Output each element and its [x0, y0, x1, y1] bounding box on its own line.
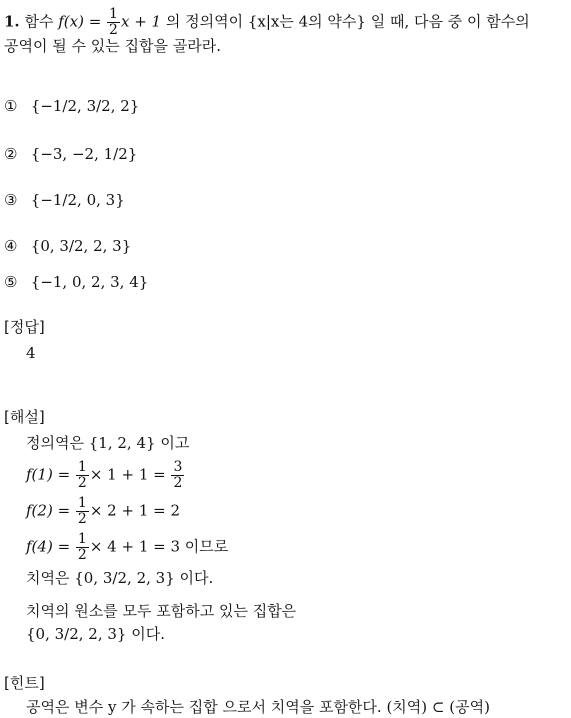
half-numerator: 1 — [77, 531, 87, 547]
coef-numerator: 1 — [109, 6, 118, 22]
f1-result — [171, 460, 184, 491]
f4-mid: × 4 + 1 = 3 — [89, 537, 181, 556]
f1-lhs: f(1) = — [26, 465, 75, 484]
choice-2[interactable] — [4, 144, 137, 164]
question-number: 1. — [4, 12, 20, 31]
answer-value: 4 — [26, 344, 36, 362]
f1-result-denominator: 2 — [173, 475, 183, 491]
f1-result-numerator: 3 — [173, 459, 183, 475]
question-text-c: 일 때, 다음 중 이 함수의 — [370, 12, 530, 31]
f4-lhs: f(4) = — [26, 537, 75, 556]
choice-4-set: {0, 3/2, 2, 3} — [30, 237, 132, 255]
choice-4-mark: ④ — [4, 237, 18, 255]
final-set: {0, 3/2, 2, 3} — [26, 625, 127, 643]
function-rest: x + 1 — [120, 12, 162, 31]
function-coefficient — [107, 7, 120, 38]
f2-lhs: f(2) = — [26, 501, 75, 520]
final-tail: 이다. — [131, 625, 165, 643]
explanation-line-1 — [26, 433, 189, 453]
f1-line — [26, 460, 185, 491]
question-line-2: 공역이 될 수 있는 집합을 골라라. — [4, 37, 221, 55]
range-line — [26, 568, 213, 588]
half-denominator: 2 — [77, 475, 87, 491]
choice-1-set: {−1/2, 3/2, 2} — [30, 97, 140, 115]
range-label: 치역은 — [26, 569, 70, 587]
half-numerator: 1 — [77, 459, 87, 475]
f1-half — [76, 460, 89, 491]
choice-3-set: {−1/2, 0, 3} — [30, 191, 125, 209]
question-line-1 — [4, 7, 530, 38]
function-lhs: f(x) = — [58, 12, 107, 31]
half-denominator: 2 — [77, 511, 87, 527]
f2-half — [76, 496, 89, 527]
f4-line — [26, 532, 228, 563]
domain-set: {x|x는 4의 약수} — [247, 12, 366, 31]
coef-denominator: 2 — [109, 22, 118, 38]
f2-mid: × 2 + 1 = 2 — [89, 501, 181, 520]
range-tail: 이다. — [179, 569, 214, 587]
choice-5-mark: ⑤ — [4, 273, 18, 291]
f4-tail: 이므로 — [184, 537, 229, 556]
final-line — [26, 624, 165, 644]
explanation-header: [해설] — [4, 408, 45, 426]
choice-3[interactable] — [4, 190, 125, 210]
choice-1[interactable] — [4, 96, 139, 116]
choice-2-mark: ② — [4, 145, 18, 163]
question-text-b: 의 정의역이 — [165, 12, 244, 31]
choice-1-mark: ① — [4, 97, 18, 115]
conclusion-line: 치역의 원소를 모두 포함하고 있는 집합은 — [26, 602, 297, 620]
f4-half — [76, 532, 89, 563]
choice-5-set: {−1, 0, 2, 3, 4} — [30, 273, 149, 291]
domain-tail: 이고 — [160, 434, 190, 452]
half-denominator: 2 — [77, 547, 87, 563]
choice-5[interactable] — [4, 272, 148, 292]
half-numerator: 1 — [77, 495, 87, 511]
hint-text: 공역은 변수 y 가 속하는 집합 으로서 치역을 포함한다. (치역) ⊂ (공역) — [26, 698, 490, 716]
hint-header: [힌트] — [4, 674, 45, 692]
choice-4[interactable] — [4, 236, 131, 256]
question-text-a: 함수 — [24, 12, 54, 31]
choice-3-mark: ③ — [4, 191, 18, 209]
f1-mid: × 1 + 1 = — [89, 465, 171, 484]
range-set: {0, 3/2, 2, 3} — [74, 569, 175, 587]
domain-set-value: {1, 2, 4} — [88, 434, 156, 452]
f2-line — [26, 496, 180, 527]
domain-label: 정의역은 — [26, 434, 84, 452]
choice-2-set: {−3, −2, 1/2} — [30, 145, 138, 163]
answer-header: [정답] — [4, 318, 45, 336]
